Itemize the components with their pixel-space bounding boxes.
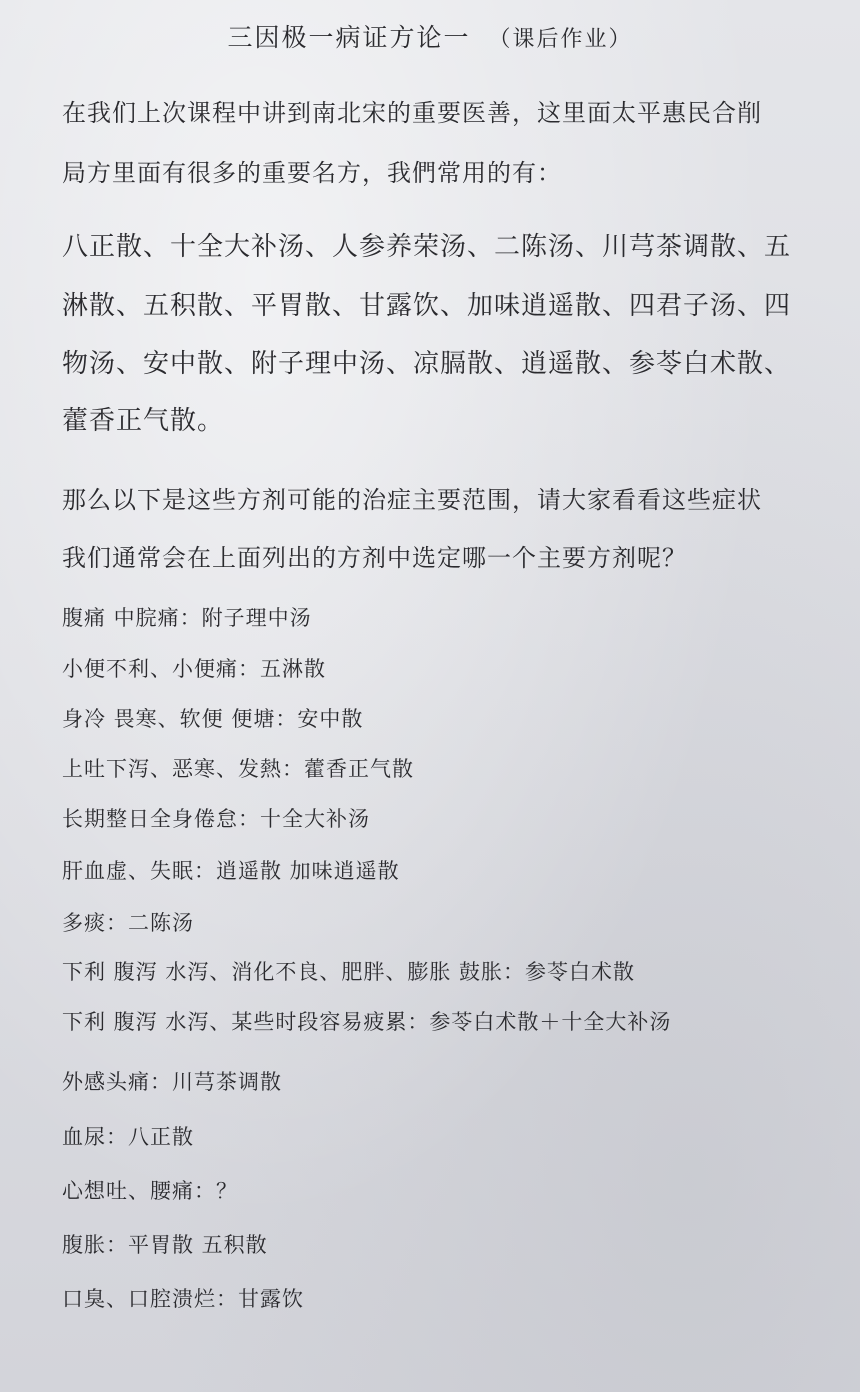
page-title — [0, 18, 860, 54]
answer-line: 多痰：二陈汤 — [62, 911, 194, 935]
answer-line: 身冷 畏寒、软便 便塘：安中散 — [62, 707, 364, 731]
title-subtitle: （课后作业） — [488, 27, 633, 52]
answer-line: 上吐下泻、恶寒、发熱：藿香正气散 — [62, 757, 414, 781]
formula-line-3: 物汤、安中散、附子理中汤、凉膈散、逍遥散、参苓白术散、 — [62, 349, 792, 379]
question-line-2: 我们通常会在上面列出的方剂中选定哪一个主要方剂呢？ — [62, 544, 687, 572]
formula-line-4: 藿香正气散。 — [62, 406, 225, 436]
answer-line: 腹胀：平胃散 五积散 — [62, 1233, 268, 1257]
answer-line: 长期整日全身倦怠：十全大补汤 — [62, 807, 370, 831]
question-line-1: 那么以下是这些方剂可能的治症主要范围，请大家看看这些症状 — [62, 486, 762, 514]
answer-line: 肝血虚、失眠：逍遥散 加味逍遥散 — [62, 859, 400, 883]
intro-line-2: 局方里面有很多的重要名方，我們常用的有： — [62, 159, 562, 187]
answer-line: 口臭、口腔溃烂：甘露饮 — [62, 1287, 304, 1311]
answer-line: 外感头痛：川芎茶调散 — [62, 1070, 282, 1094]
title-main: 三因极一病证方论一 — [227, 23, 471, 52]
answer-line: 下利 腹泻 水泻、消化不良、肥胖、膨胀 鼓胀：参苓白术散 — [62, 960, 636, 984]
answer-line: 小便不利、小便痛：五淋散 — [62, 657, 326, 681]
formula-line-2: 淋散、五积散、平胃散、甘露饮、加味逍遥散、四君子汤、四 — [62, 291, 792, 321]
formula-line-1: 八正散、十全大补汤、人参养荣汤、二陈汤、川芎茶调散、五 — [62, 232, 792, 262]
answer-line: 心想吐、腰痛：？ — [62, 1179, 238, 1203]
intro-line-1: 在我们上次课程中讲到南北宋的重要医善，这里面太平惠民合削 — [62, 99, 762, 127]
answer-line: 血尿：八正散 — [62, 1125, 194, 1149]
answer-line: 下利 腹泻 水泻、某些时段容易疲累：参苓白术散＋十全大补汤 — [62, 1010, 672, 1034]
answer-line: 腹痛 中脘痛：附子理中汤 — [62, 606, 312, 630]
